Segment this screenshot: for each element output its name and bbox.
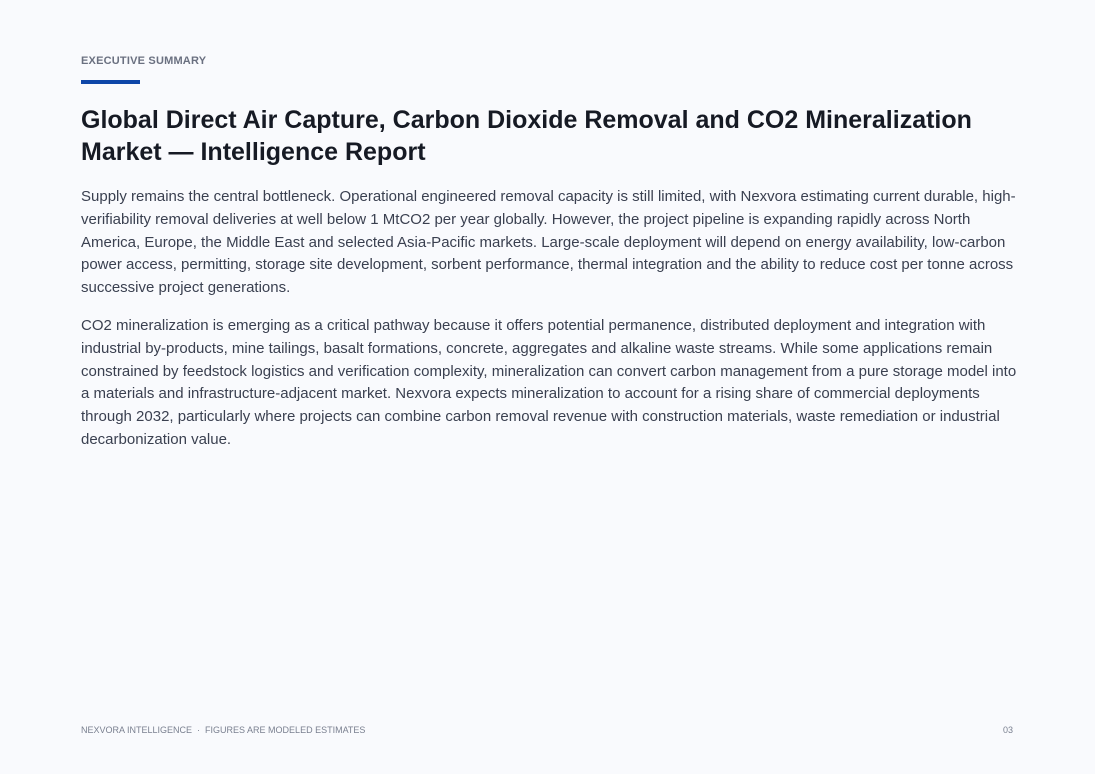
summary-paragraph-mineralization: CO2 mineralization is emerging as a critical pathway because it offers potential permanence, distributed deployment and integration with industrial by-products, mine tailings, basalt formations, concrete, aggregates and alkaline waste streams. While some applications remain constrained by feedstock logistics and verification complexity, mineralization can convert carbon management from a pure storage model into a materials and infrastructure-adjacent market. Nexvora expects mineralization to account for a rising share of commercial deployments through 2032, particularly where projects can combine carbon removal revenue with construction materials, waste remediation or industrial decarbonization value. (81, 317, 1017, 448)
summary-paragraph-supply: Supply remains the central bottleneck. Operational engineered removal capacity is still limited, with Nexvora estimating current durable, high-verifiability removal deliveries at well below 1 MtCO2 per year globally. However, the project pipeline is expanding rapidly across North America, Europe, the Middle East and selected Asia-Pacific markets. Large-scale deployment will depend on energy availability, low-carbon power access, permitting, storage site development, sorbent performance, thermal integration and the ability to reduce cost per tonne across successive project generations. (81, 188, 1016, 297)
page-title: Global Direct Air Capture, Carbon Dioxide Removal and CO2 Mineralization Market — Intelligence Report (81, 106, 972, 166)
section-label: EXECUTIVE SUMMARY (81, 55, 207, 67)
footer-left (81, 725, 365, 735)
accent-bar (81, 80, 140, 84)
footer-brand: NEXVORA INTELLIGENCE (81, 725, 193, 735)
page-number: 03 (1002, 725, 1013, 735)
footer-separator: · (197, 725, 201, 735)
footer-note: FIGURES ARE MODELED ESTIMATES (205, 725, 366, 735)
